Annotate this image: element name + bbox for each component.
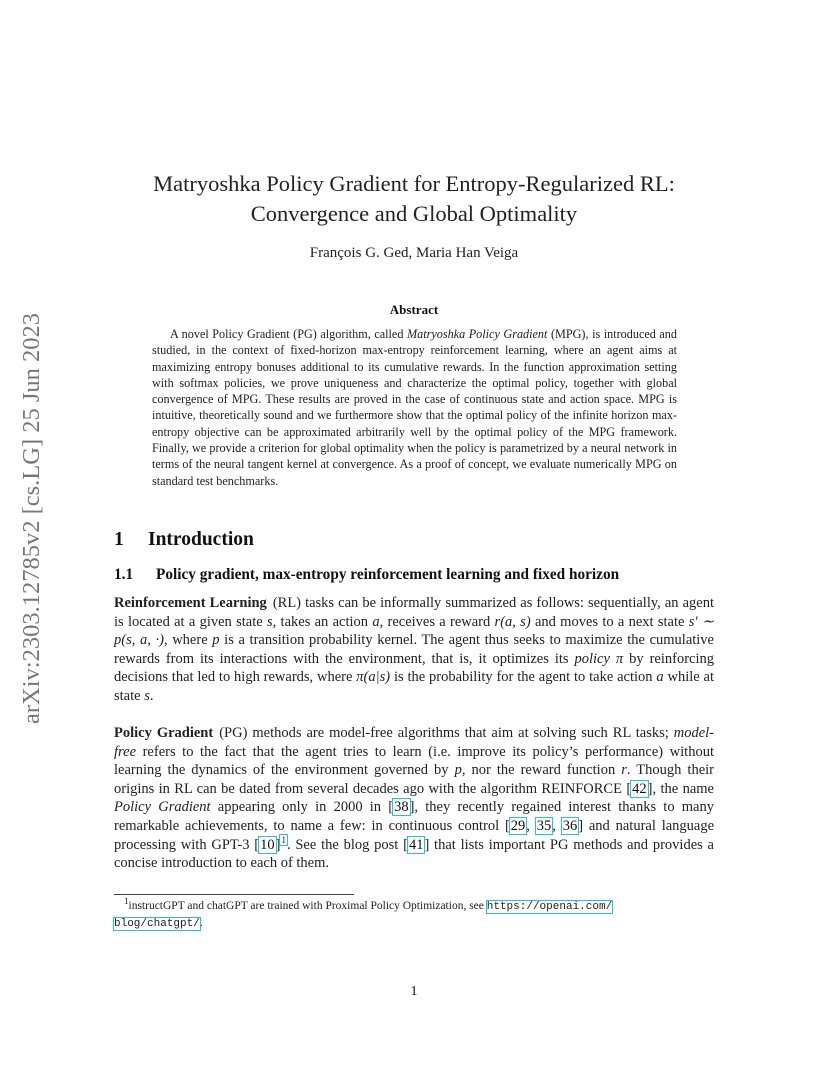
paragraph-policy-gradient: Policy Gradient (PG) methods are model-free algorithms that aim at solving such RL tasks; model-free refers to the fact that the agent tries to learn (i.e. improve its policy’s performance) without learning the dynamics of the environment governed by p, nor the reward function r. Though their origins in RL can be dated from several decades ago with the algorithm REINFORCE [42], the name Policy Gradient appearing only in 2000 in [38], they recently regained interest thanks to many remarkable achievements, to name a few: in continuous control [29, 35, 36] and natural language processing with GPT-3 $[10]^1$. See the blog post [41] that lists important PG methods and provides a concise introduction to each of them. — [114, 725, 715, 872]
arxiv-identifier: arXiv:2303.12785v2 [cs.LG] 25 Jun 2023 — [18, 312, 45, 724]
abstract-heading: Abstract — [389, 302, 439, 317]
citation-link[interactable]: 10 — [260, 836, 275, 853]
authors: François G. Ged, Maria Han Veiga — [309, 245, 519, 261]
citation-link[interactable]: 38 — [394, 799, 409, 816]
footnote-link[interactable]: 1 — [281, 834, 286, 845]
footnote-divider — [114, 894, 354, 895]
page-number: 1 — [410, 984, 418, 999]
title-line-1: Matryoshka Policy Gradient for Entropy-Regularized RL: — [153, 171, 675, 196]
paragraph-reinforcement-learning: Reinforcement Learning (RL) tasks can be informally summarized as follows: sequentially, an agent is located at a given state s, takes an action a, receives a reward r(a, s) and moves to a next state s′ ∼ p(s, a, ·), where p is a transition probability kernel. The agent thus seeks to maximize the cumulative rewards from its interactions with the environment, that is, it optimizes its policy π by reinforcing decisions that led to high rewards, where π(a|s) is the probability for the agent to take action a while at state s. — [114, 595, 715, 704]
paper-title — [100, 169, 728, 229]
url-link[interactable]: https://openai.com/ — [486, 901, 613, 913]
citation-link[interactable]: 35 — [536, 817, 552, 834]
footnote: $^1$instructGPT and chatGPT are trained with Proximal Policy Optimization, see https://openai.com/ blog/chatgpt/. — [114, 896, 613, 930]
abstract-text: A novel Policy Gradient (PG) algorithm, called Matryoshka Policy Gradient (MPG), is introduced and studied, in the context of fixed-horizon max-entropy reinforcement learning, where an agent aims at maximizing entropy bonuses additional to its cumulative rewards. In the function approximation setting with softmax policies, we prove uniqueness and characterize the optimal policy, together with global convergence of MPG. These results are proved in the case of continuous state and action space. MPG is intuitive, theoretically sound and we furthermore show that the optimal policy of the infinite horizon max-entropy objective can be approximated arbitrarily well by the optimal policy of the MPG framework. Finally, we provide a criterion for global optimality when the policy is parametrized by a neural network in terms of the neural tangent kernel at convergence. As a proof of concept, we evaluate numerically MPG on standard test benchmarks. — [152, 327, 677, 488]
title-line-2: Convergence and Global Optimality — [250, 201, 578, 226]
url-link[interactable]: blog/chatgpt/ — [114, 918, 200, 930]
section-heading: 1 Introduction — [114, 529, 254, 550]
citation-link[interactable]: 36 — [562, 817, 578, 834]
citation-link[interactable]: 29 — [510, 817, 526, 834]
citation-link[interactable]: 41 — [408, 836, 424, 853]
subsection-heading: 1.1 Policy gradient, max-entropy reinforcement learning and fixed horizon — [114, 566, 620, 583]
citation-link[interactable]: 42 — [632, 780, 647, 797]
